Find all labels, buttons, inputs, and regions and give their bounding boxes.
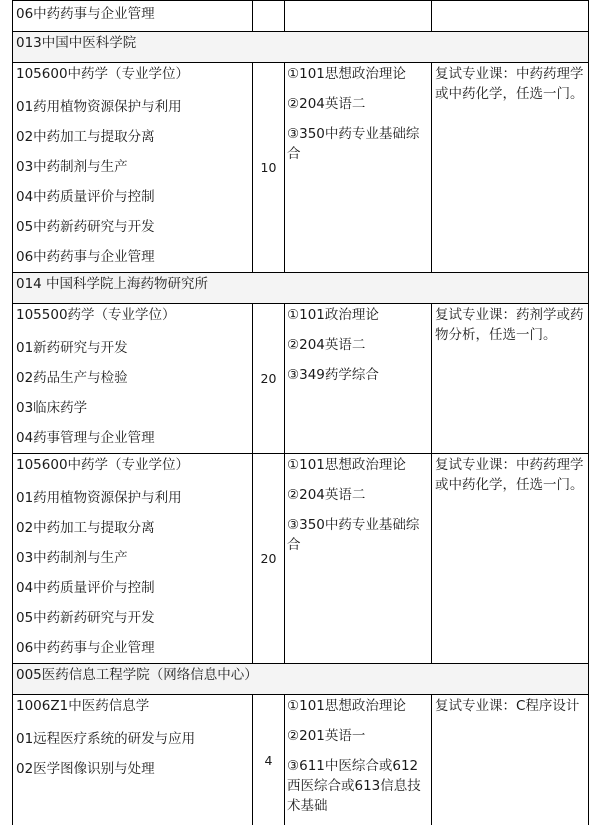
program-row [13,304,589,454]
program-row [13,454,589,664]
direction-line: 04药事管理与企业管理 [16,430,155,446]
note-cell: 复试专业课：C程序设计 [432,695,589,825]
program-row [13,63,589,273]
direction-line: 04中药质量评价与控制 [16,189,155,205]
quota-cell: 4 [253,695,285,825]
direction-line: 04中药质量评价与控制 [16,580,155,596]
section-title: 005医药信息工程学院（网络信息中心） [13,664,588,694]
program-row [13,695,589,825]
direction-cell [13,695,253,825]
note-cell: 复试专业课：中药药理学或中药化学，任选一门。 [432,454,589,664]
note-cell: 复试专业课：中药药理学或中药化学，任选一门。 [432,63,589,273]
note-cell: 复试专业课：药剂学或药物分析，任选一门。 [432,304,589,454]
direction-line: 03临床药学 [16,400,88,416]
exam-subject: ②204英语二 [287,487,366,503]
section-header-cell [13,273,589,304]
direction-line: 03中药制剂与生产 [16,159,128,175]
exam-subject: ③611中医综合或612西医综合或613信息技术基础 [287,758,421,814]
direction-cell [13,454,253,664]
quota-cell [253,1,285,32]
exam-subject: ③350中药专业基础综合 [287,126,420,162]
direction-cell [13,1,253,32]
exam-subject: ①101政治理论 [287,307,379,323]
section-header-cell [13,664,589,695]
direction-cell [13,304,253,454]
direction-line: 05中药新药研究与开发 [16,610,155,626]
direction-line: 01远程医疗系统的研发与应用 [16,731,196,747]
note-cell [432,1,589,32]
direction-line: 02中药加工与提取分离 [16,520,155,536]
exam-subject: ③350中药专业基础综合 [287,517,420,553]
program-title: 1006Z1中医药信息学 [16,698,150,714]
direction-line: 01新药研究与开发 [16,340,128,356]
section-header-row [13,273,589,304]
exam-subject: ③349药学综合 [287,367,379,383]
direction-cell [13,63,253,273]
exam-cell [285,1,432,32]
direction-line: 06中药药事与企业管理 [16,640,155,656]
direction-line: 06中药药事与企业管理 [16,6,155,22]
exam-cell [285,63,432,273]
admissions-table [12,0,589,825]
direction-line: 02药品生产与检验 [16,370,128,386]
program-title: 105600中药学（专业学位） [16,66,190,82]
quota-cell: 10 [253,63,285,273]
exam-cell [285,454,432,664]
section-header-row [13,32,589,63]
direction-line: 06中药药事与企业管理 [16,249,155,265]
direction-line: 02医学图像识别与处理 [16,761,155,777]
exam-subject: ②204英语二 [287,337,366,353]
exam-subject: ②204英语二 [287,96,366,112]
program-title: 105500药学（专业学位） [16,307,176,323]
quota-cell: 20 [253,304,285,454]
exam-subject: ①101思想政治理论 [287,698,406,714]
section-header-row [13,664,589,695]
direction-line: 01药用植物资源保护与利用 [16,490,182,506]
section-title: 013中国中医科学院 [13,32,588,62]
exam-subject: ②201英语一 [287,728,366,744]
exam-cell [285,695,432,825]
direction-line: 05中药新药研究与开发 [16,219,155,235]
section-title: 014 中国科学院上海药物研究所 [13,273,588,303]
exam-subject: ①101思想政治理论 [287,457,406,473]
direction-line: 02中药加工与提取分离 [16,129,155,145]
quota-cell: 20 [253,454,285,664]
table-row [13,1,589,32]
program-title: 105600中药学（专业学位） [16,457,190,473]
exam-subject: ①101思想政治理论 [287,66,406,82]
section-header-cell [13,32,589,63]
direction-line: 01药用植物资源保护与利用 [16,99,182,115]
exam-cell [285,304,432,454]
direction-line: 03中药制剂与生产 [16,550,128,566]
